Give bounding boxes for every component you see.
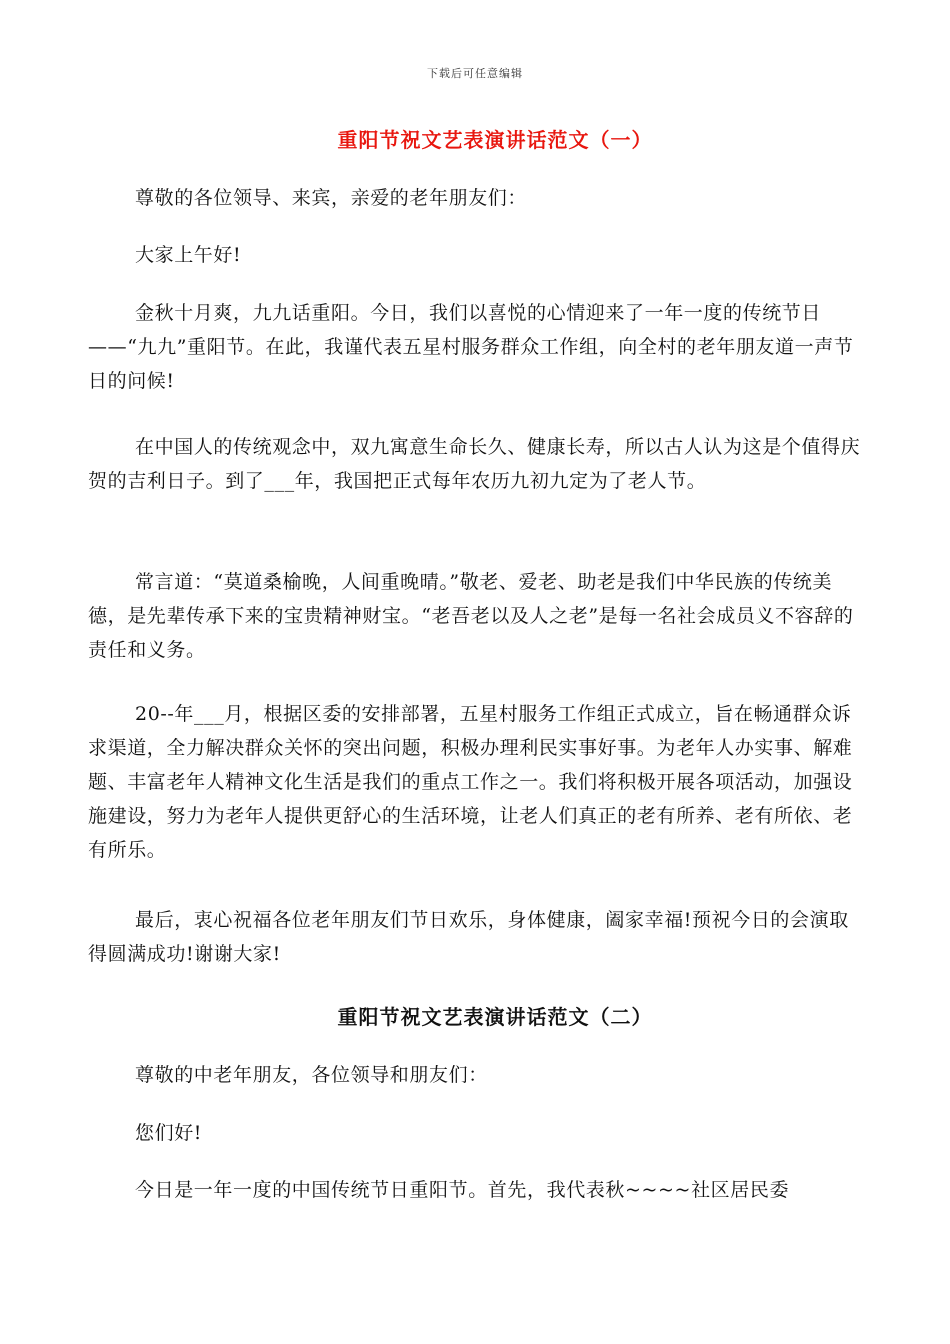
paragraph: 在中国人的传统观念中，双九寓意生命长久、健康长寿，所以古人认为这是个值得庆贺的吉利日子。到了___年，我国把正式每年农历九初九定为了老人节。 [88, 436, 861, 492]
paragraph: 金秋十月爽，九九话重阳。今日，我们以喜悦的心情迎来了一年一度的传统节日——“九九”重阳节。在此，我谨代表五星村服务群众工作组，向全村的老年朋友道一声节日的问候! [88, 302, 854, 392]
paragraph: 大家上午好! [135, 244, 242, 266]
paragraph: 最后，衷心祝福各位老年朋友们节日欢乐，身体健康，阖家幸福!预祝今日的会演取得圆满成功!谢谢大家! [88, 909, 849, 965]
section2-title: 重阳节祝文艺表演讲话范文（二） [337, 1005, 653, 1029]
paragraph: 常言道：“莫道桑榆晚，人间重晚晴。”敬老、爱老、助老是我们中华民族的传统美德，是先辈传承下来的宝贵精神财宝。“老吾老以及人之老”是每一名社会成员义不容辞的责任和义务。 [88, 571, 854, 661]
paragraph: 尊敬的各位领导、来宾，亲爱的老年朋友们： [135, 187, 528, 209]
paragraph: 今日是一年一度的中国传统节日重阳节。首先，我代表秋~~~~社区居民委 [135, 1179, 790, 1201]
paragraph: 您们好! [135, 1122, 203, 1144]
section1-title: 重阳节祝文艺表演讲话范文（一） [337, 128, 653, 152]
header-note: 下载后可任意编辑 [427, 67, 523, 80]
paragraph: 尊敬的中老年朋友，各位领导和朋友们： [135, 1064, 488, 1086]
paragraph: 20--年___月，根据区委的安排部署，五星村服务工作组正式成立，旨在畅通群众诉求渠道，全力解决群众关怀的突出问题，积极办理利民实事好事。为老年人办实事、解难题、丰富老年人精神文化生活是我们的重点工作之一。我们将积极开展各项活动，加强设施建设，努力为老年人提供更舒心的生活环境，让老人们真正的老有所养、老有所依、老有所乐。 [88, 703, 853, 861]
